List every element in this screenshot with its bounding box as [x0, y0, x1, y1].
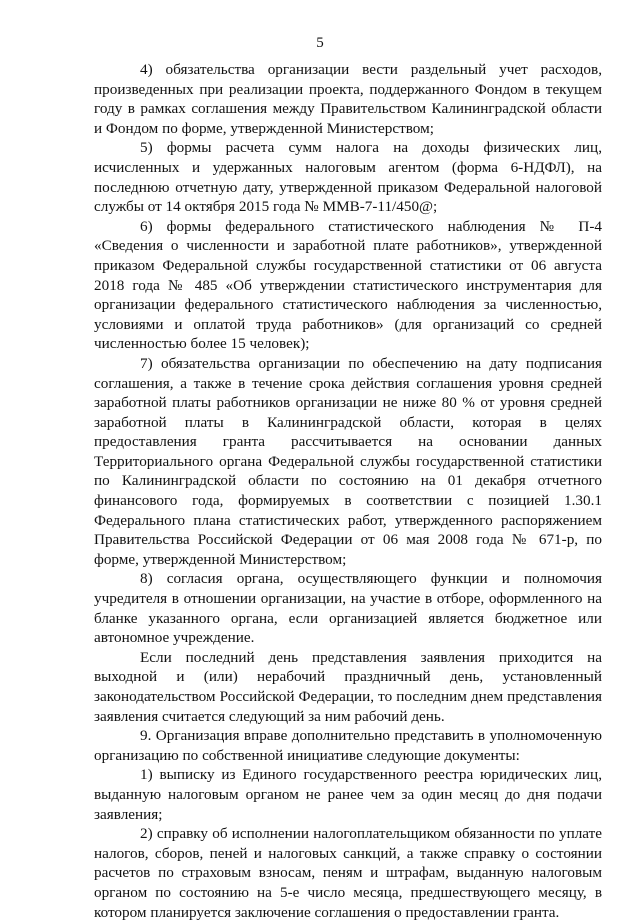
paragraph-item-9-2: 2) справку об исполнении налогоплательщиком обязанности по уплате налогов, сборов, пеней и налоговых санкций, а также справку о состоянии расчетов по страховым взносам, пеням и штрафам, выданную налоговым органом по состоянию на 5-е число месяца, предшествующего месяцу, в котором планируется заключение соглашения о предоставлении гранта. [94, 825, 602, 921]
paragraph-item-7: 7) обязательства организации по обеспечению на дату подписания соглашения, а также в течение срока действия соглашения уровня средней заработной платы работников организации не ниже 80 % от уровня средней заработной платы в Калининградской области, которая в целях предоставления гранта рассчитывается на основании данных Территориального органа Федеральной службы государственной статистики по Калининградской области по состоянию на 01 декабря отчетного финансового года, формируемых в соответствии с позицией 1.30.1 Федерального плана статистических работ, утвержденного распоряжением Правительства Российской Федерации от 06 мая 2008 года № 671-р, по форме, утвержденной Министерством; [94, 354, 602, 568]
paragraph-item-8: 8) согласия органа, осуществляющего функции и полномочия учредителя в отношении организации, на участие в отборе, оформленного на бланке указанного органа, если организацией является бюджетное или автономное учреждение. [94, 570, 602, 647]
paragraph-deadline-note: Если последний день представления заявления приходится на выходной и (или) нерабочий праздничный день, установленный законодательством Российской Федерации, то последним днем представления заявления считается следующий за ним рабочий день. [94, 648, 602, 725]
page-number: 5 [316, 35, 324, 51]
paragraph-section-9: 9. Организация вправе дополнительно представить в уполномоченную организацию по собственной инициативе следующие документы: [94, 727, 602, 764]
paragraph-item-9-1: 1) выписку из Единого государственного реестра юридических лиц, выданную налоговым органом не ранее чем за один месяц до дня подачи заявления; [94, 766, 602, 823]
paragraph-item-5: 5) формы расчета сумм налога на доходы физических лиц, исчисленных и удержанных налоговым агентом (форма 6-НДФЛ), на последнюю отчетную дату, утвержденной приказом Федеральной налоговой службы от 14 октября 2015 года № ММВ-7-11/450@; [94, 139, 602, 216]
paragraph-item-4: 4) обязательства организации вести раздельный учет расходов, произведенных при реализации проекта, поддержанного Фондом в текущем году в рамках соглашения между Правительством Калининградской области и Фондом по форме, утвержденной Министерством; [94, 61, 602, 137]
document-body [94, 60, 602, 922]
paragraph-item-6: 6) формы федерального статистического наблюдения № П-4 «Сведения о численности и заработной плате работников», утвержденной приказом Федеральной службы государственной статистики от 06 августа 2018 года № 485 «Об утверждении статистического инструментария для организации федерального статистического наблюдения за численностью, условиями и оплатой труда работников» (для организаций со средней численностью более 15 человек); [94, 217, 602, 353]
